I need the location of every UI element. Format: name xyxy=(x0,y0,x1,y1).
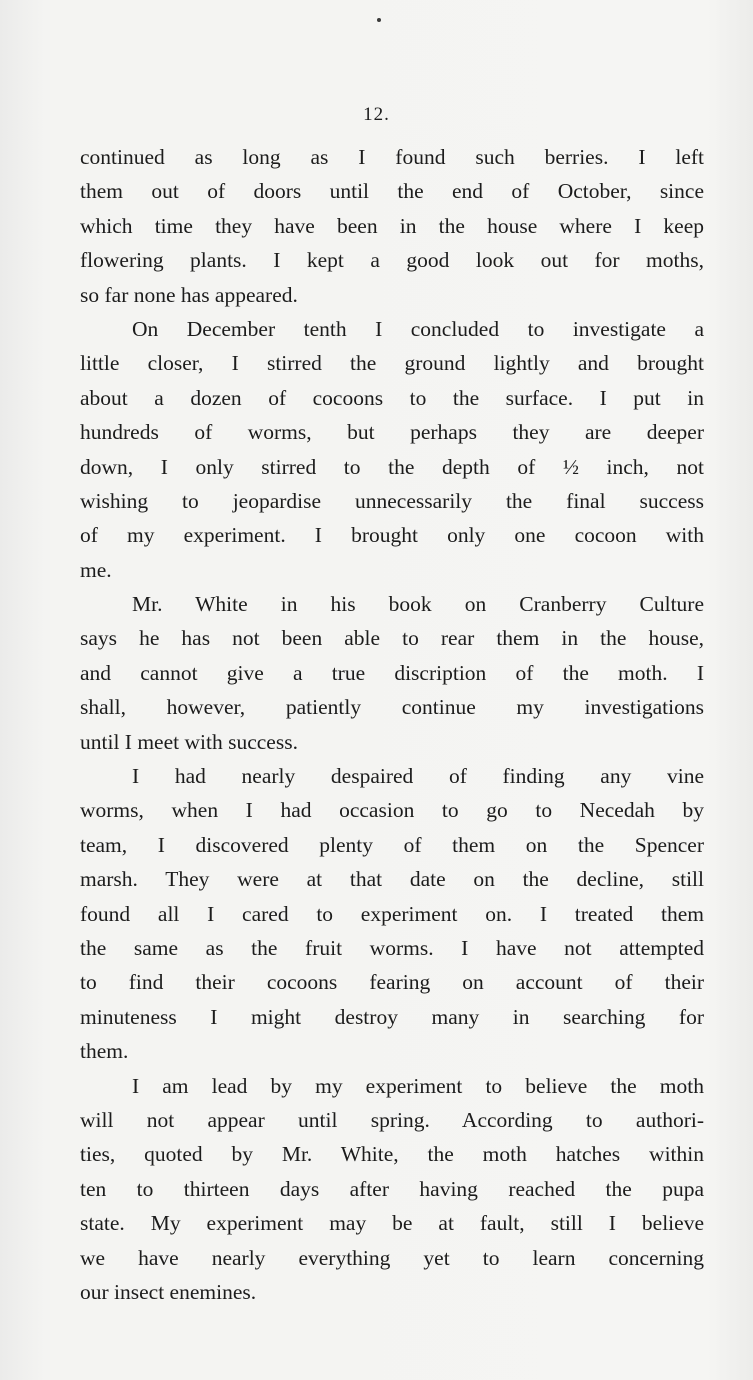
text-line: marsh. They were at that date on the decline, still xyxy=(80,867,704,892)
text-line: shall, however, patiently continue my investigations xyxy=(80,695,704,720)
text-line: of my experiment. I brought only one cocoon with xyxy=(80,523,704,548)
text-line: worms, when I had occasion to go to Necedah by xyxy=(80,798,704,823)
text-line: continued as long as I found such berries. I left xyxy=(80,145,704,169)
text-line: state. My experiment may be at fault, still I believe xyxy=(80,1211,704,1236)
page-number: 12. xyxy=(363,104,390,125)
text-line: so far none has appeared. xyxy=(80,282,298,307)
text-line: On December tenth I concluded to investigate a xyxy=(132,316,704,341)
text-line: hundreds of worms, but perhaps they are deeper xyxy=(80,420,704,445)
text-line: ten to thirteen days after having reached the pupa xyxy=(80,1176,704,1201)
text-line: I am lead by my experiment to believe the moth xyxy=(132,1073,704,1098)
text-line: minuteness I might destroy many in searching for xyxy=(80,1004,704,1029)
text-line: down, I only stirred to the depth of ½ inch, not xyxy=(80,454,704,479)
text-line: them out of doors until the end of October, since xyxy=(80,179,704,204)
text-line: them. xyxy=(80,1039,129,1064)
text-line: and cannot give a true discription of the moth. I xyxy=(80,660,704,685)
text-line: wishing to jeopardise unnecessarily the final success xyxy=(80,488,704,513)
text-line: about a dozen of cocoons to the surface. I put in xyxy=(80,385,704,410)
text-line: which time they have been in the house where I keep xyxy=(80,213,704,238)
text-line: to find their cocoons fearing on account of their xyxy=(80,970,704,995)
text-line: me. xyxy=(80,557,112,582)
text-line: I had nearly despaired of finding any vine xyxy=(132,764,704,789)
text-line: we have nearly everything yet to learn concerning xyxy=(80,1245,704,1270)
text-line: the same as the fruit worms. I have not attempted xyxy=(80,935,704,960)
text-line: ties, quoted by Mr. White, the moth hatches within xyxy=(80,1142,704,1167)
text-line: team, I discovered plenty of them on the Spencer xyxy=(80,832,704,857)
text-line: until I meet with success. xyxy=(80,729,298,754)
text-line: found all I cared to experiment on. I treated them xyxy=(80,901,704,926)
text-line: little closer, I stirred the ground lightly and brought xyxy=(80,351,704,376)
text-line: says he has not been able to rear them in the house, xyxy=(80,626,704,651)
text-line: will not appear until spring. According to authori- xyxy=(80,1107,704,1132)
print-speck xyxy=(377,18,381,22)
text-line: flowering plants. I kept a good look out for moths, xyxy=(80,248,704,273)
text-line: our insect enemines. xyxy=(80,1279,257,1304)
body-text xyxy=(80,140,704,1309)
text-line: Mr. White in his book on Cranberry Culture xyxy=(132,592,704,617)
